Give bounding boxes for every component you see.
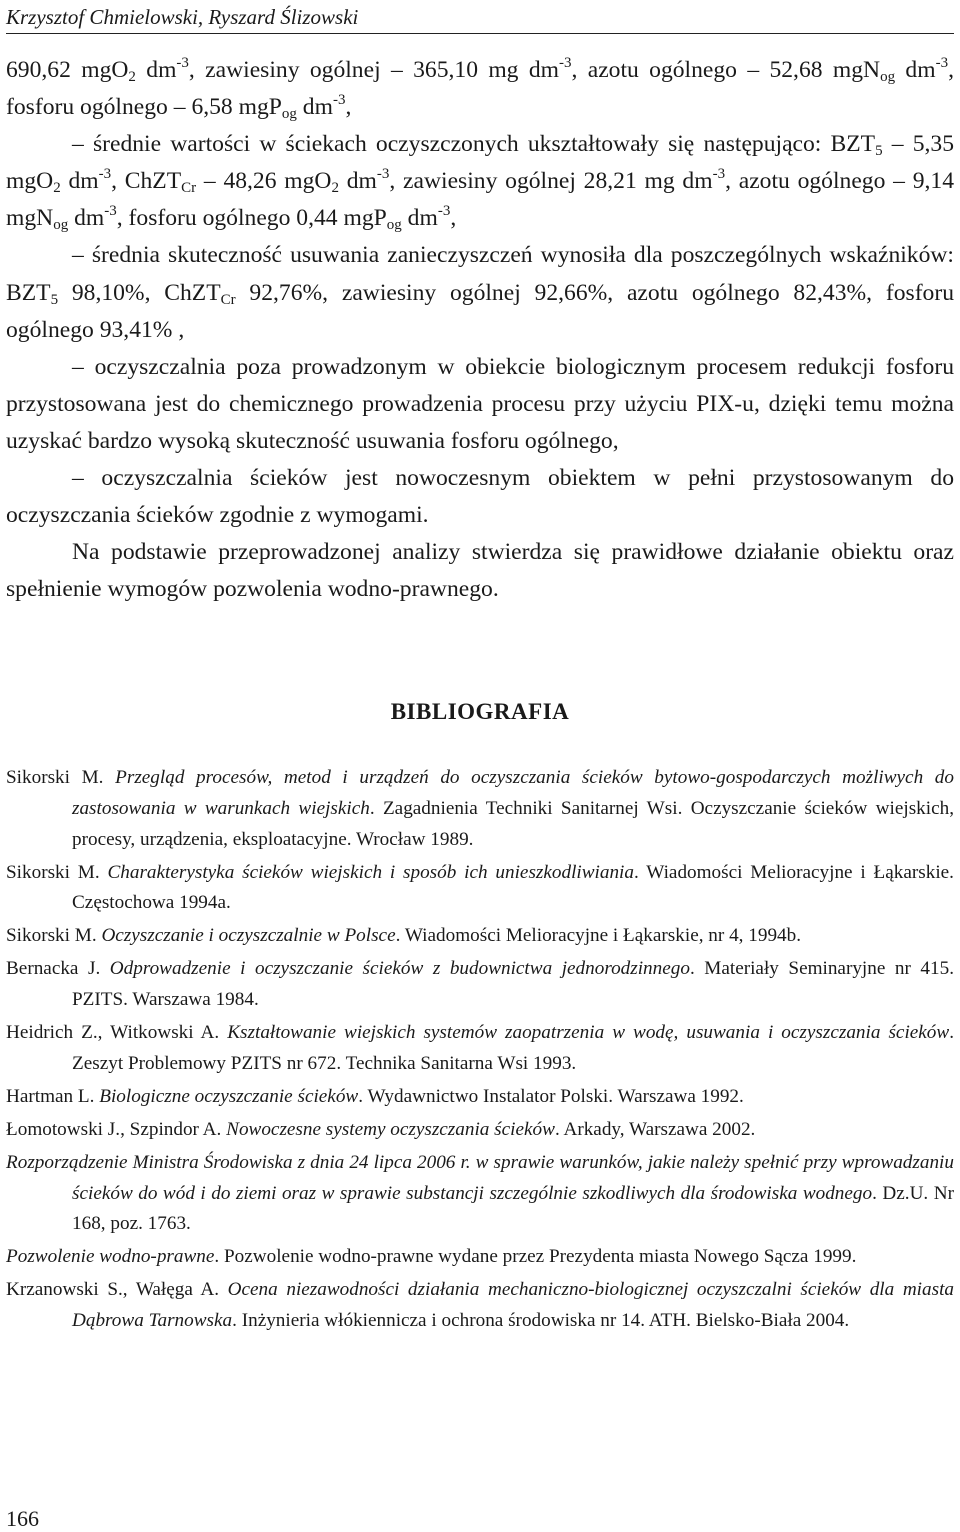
- entry-details: . Arkady, Warszawa 2002.: [554, 1118, 756, 1140]
- entry-author: Łomotowski J., Szpindor A.: [6, 1118, 227, 1140]
- bibliography-heading: BIBLIOGRAFIA: [390, 699, 570, 724]
- entry-details: . Dz.U. Nr 168, poz. 1763.: [72, 1182, 954, 1235]
- entry-title: Rozporządzenie Ministra Środowiska z dnia 24 lipca 2006 r. w sprawie warunków, jakie należy spełnić przy wprowadzaniu ścieków do wód i do ziemi oraz w sprawie substancji szczególnie szkodliwych dla środowiska wodnego: [6, 1151, 954, 1204]
- entry-author: Heidrich Z., Witkowski A.: [6, 1022, 228, 1044]
- entry-details: . Wydawnictwo Instalator Polski. Warszawa 1992.: [358, 1085, 744, 1107]
- entry-details: . Materiały Seminaryjne nr 415. PZITS. Warszawa 1984.: [72, 958, 954, 1011]
- bibliography-entry: [6, 858, 954, 920]
- bibliography-entry: [6, 921, 954, 952]
- entry-author: Krzanowski S., Wałęga A.: [6, 1279, 228, 1301]
- bibliography-entry: [6, 1082, 954, 1113]
- bibliography-entry: [6, 1148, 954, 1240]
- bibliography-entry: [6, 1018, 954, 1080]
- entry-title: Nowoczesne systemy oczyszczania ścieków: [226, 1118, 555, 1140]
- bibliography-list: [6, 763, 954, 1339]
- body-text: [6, 52, 954, 608]
- paragraph-conclusion: Na podstawie przeprowadzonej analizy stwierdza się prawidłowe działanie obiektu oraz spełnienie wymogów pozwolenia wodno-prawnego.: [6, 539, 954, 603]
- entry-title: Odprowadzenie i oczyszczanie ścieków z budownictwa jednorodzinnego: [109, 958, 690, 980]
- paragraph-modern: – oczyszczalnia ścieków jest nowoczesnym obiektem w pełni przystosowanym do oczyszczania ścieków zgodnie z wymogami.: [6, 465, 954, 529]
- paragraph-phosphorus: – oczyszczalnia poza prowadzonym w obiekcie biologicznym procesem redukcji fosforu przystosowana jest do chemicznego prowadzenia procesu przy użyciu PIX-u, dzięki temu można uzyskać bardzo wysoką skuteczność usuwania fosforu ogólnego,: [6, 353, 954, 454]
- bibliography-entry: [6, 1242, 954, 1273]
- paragraph-values-raw: 690,62 mgO$_2$ $dm^{-3}$, zawiesiny ogólnej – 365,10 mg $dm^{-3}$, azotu ogólnego – 52,68 mgN$_{og}$ $dm^{-3}$, fosforu ogólnego – 6,58 mgP$_{og}$ $dm^{-3}$,: [6, 55, 954, 123]
- entry-title: Oczyszczanie i oczyszczalnie w Polsce: [101, 925, 396, 947]
- entry-author: Bernacka J.: [6, 958, 110, 980]
- header-authors: Krzysztof Chmielowski, Ryszard Ślizowski: [6, 5, 359, 29]
- paragraph-efficiency: – średnia skuteczność usuwania zanieczyszczeń wynosiła dla poszczególnych wskaźników: $BZT_5$ 98,10%, ChZT$_{Cr}$ 92,76%, zawiesiny ogólnej 92,66%, azotu ogólnego 82,43%, fosforu ogólnego 93,41% ,: [6, 242, 954, 343]
- running-header: [6, 3, 954, 34]
- entry-title: Ocena niezawodności działania mechaniczno-biologicznej oczyszczalni ścieków dla miasta Dąbrowa Tarnowska: [72, 1279, 954, 1332]
- bibliography-entry: [6, 763, 954, 855]
- entry-details: . Zagadnienia Techniki Sanitarnej Wsi. Oczyszczanie ścieków wiejskich, procesy, urządzenia, eksploatacyjne. Wrocław 1989.: [72, 797, 954, 850]
- entry-author: Sikorski M.: [6, 767, 116, 788]
- entry-author: Sikorski M.: [6, 861, 108, 883]
- bibliography-entry: [6, 1115, 954, 1146]
- entry-title: Pozwolenie wodno-prawne: [6, 1246, 215, 1268]
- entry-title: Przegląd procesów, metod i urządzeń do oczyszczania ścieków bytowo-gospodarczych możliwych do zastosowania w warunkach wiejskich: [72, 767, 954, 819]
- page-number: 166: [6, 1506, 39, 1531]
- entry-details: . Wiadomości Melioracyjne i Łąkarskie. Częstochowa 1994a.: [72, 861, 954, 914]
- entry-details: . Zeszyt Problemowy PZITS nr 672. Technika Sanitarna Wsi 1993.: [72, 1022, 954, 1074]
- entry-details: . Pozwolenie wodno-prawne wydane przez Prezydenta miasta Nowego Sącza 1999.: [214, 1246, 857, 1268]
- entry-details: . Wiadomości Melioracyjne i Łąkarskie, nr 4, 1994b.: [395, 925, 802, 947]
- entry-title: Charakterystyka ścieków wiejskich i sposób ich unieszkodliwiania: [107, 861, 634, 883]
- entry-details: . Inżynieria włókiennicza i ochrona środowiska nr 14. ATH. Bielsko-Biała 2004.: [232, 1310, 850, 1332]
- entry-title: Kształtowanie wiejskich systemów zaopatrzenia w wodę, usuwania i oczyszczania ścieków: [227, 1022, 950, 1044]
- entry-title: Biologiczne oczyszczanie ścieków: [99, 1085, 359, 1107]
- bibliography-entry: [6, 1275, 954, 1337]
- paragraph-treated-values: – średnie wartości w ściekach oczyszczonych ukształtowały się następująco: $BZT_5 - 5,35$ mgO$_2$ $dm^{-3}$, ChZT$_{Cr}$ – 48,26 mgO$_2$ $dm^{-3}$, zawiesiny ogólnej 28,21 mg $dm^{-3}$, azotu ogólnego – 9,14 mgN$_{og}$ $dm^{-3}$, fosforu ogólnego 0,44 mgP$_{og}$ $dm^{-3}$,: [6, 131, 954, 234]
- entry-author: Sikorski M.: [6, 925, 102, 947]
- entry-author: Hartman L.: [6, 1085, 100, 1107]
- bibliography-entry: [6, 954, 954, 1016]
